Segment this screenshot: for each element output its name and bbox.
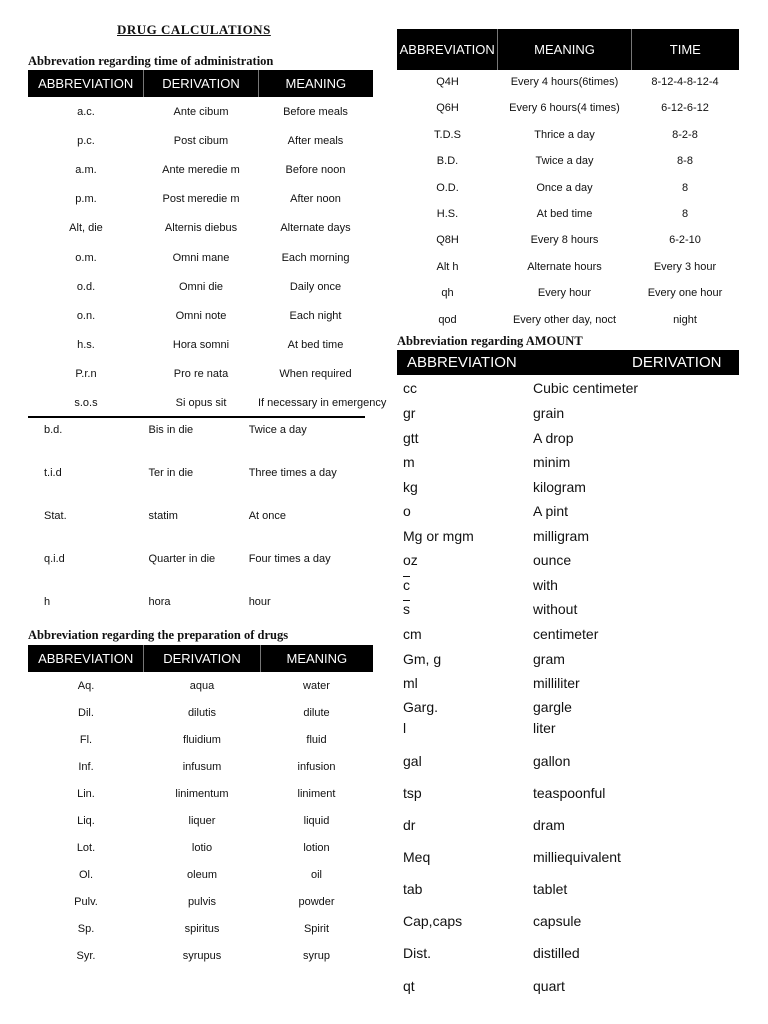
derivation-cell: dilutis: [187, 707, 217, 719]
derivation-cell: kilogram: [533, 479, 586, 495]
meaning-cell: Twice a day: [248, 424, 307, 436]
derivation-cell: Post cibum: [173, 135, 229, 148]
abbreviation-cell: cm: [403, 626, 422, 642]
abbreviation-cell: Gm, g: [403, 651, 442, 667]
derivation-cell: Alternis diebus: [164, 222, 238, 235]
meaning-cell: syrup: [303, 950, 330, 962]
derivation-cell: Omni note: [175, 309, 227, 322]
abbreviation-cell: o.m.: [75, 251, 97, 264]
abbreviation-cell: T.D.S: [434, 128, 461, 141]
header-abbreviation: ABBREVIATION: [397, 29, 498, 70]
meaning-cell: Alternate days: [280, 222, 351, 235]
table-row: [28, 366, 373, 382]
time-cell: 8: [681, 181, 689, 194]
derivation-cell: dram: [533, 817, 565, 833]
table-row: [28, 279, 373, 295]
abbreviation-cell: Lot.: [76, 842, 96, 854]
abbreviation-cell: tab: [403, 881, 423, 897]
meaning-cell: liquid: [303, 815, 330, 827]
header-derivation: DERIVATION: [144, 645, 260, 672]
abbreviation-cell: Ol.: [78, 869, 94, 881]
abbreviation-cell: O.D.: [436, 181, 459, 194]
table-row: [28, 395, 387, 411]
table-row: [397, 912, 739, 930]
derivation-cell: distilled: [533, 945, 580, 961]
meaning-cell: Each morning: [281, 251, 350, 264]
table-row: [397, 977, 739, 995]
meaning-cell: When required: [279, 367, 352, 380]
abbreviation-cell: Syr.: [76, 950, 96, 962]
header-time: TIME: [669, 42, 701, 57]
derivation-cell: gallon: [533, 753, 571, 769]
table-row: [397, 259, 739, 275]
meaning-cell: Twice a day: [535, 155, 594, 168]
abbreviation-cell: m: [403, 454, 415, 470]
meaning-cell: Each night: [289, 309, 342, 322]
table-row: [397, 880, 739, 898]
abbreviation-cell: gr: [403, 405, 416, 421]
derivation-cell: gargle: [533, 699, 572, 715]
derivation-cell: Omni die: [178, 280, 224, 293]
meaning-cell: water: [303, 680, 330, 692]
abbreviation-cell: $\overline{s}$: [403, 601, 410, 617]
meaning-cell: Before meals: [283, 106, 348, 118]
derivation-cell: gram: [533, 651, 565, 667]
schedule-table-header: [397, 29, 739, 70]
meaning-cell: powder: [298, 896, 335, 908]
table-row: [397, 576, 739, 594]
meaning-cell: Four times a day: [248, 553, 331, 565]
derivation-cell: aqua: [189, 680, 215, 692]
derivation-cell: oleum: [187, 869, 217, 881]
derivation-cell: Si opus sit: [175, 397, 227, 409]
table-row: [28, 104, 373, 120]
meaning-cell: Daily once: [289, 280, 342, 293]
time-cell: 8: [681, 208, 689, 220]
meaning-cell: At once: [248, 510, 286, 522]
derivation-cell: hora: [148, 596, 171, 608]
abbreviation-cell: oz: [403, 552, 418, 568]
header-abbreviation: ABBREVIATION: [28, 645, 144, 672]
abbreviation-cell: Q6H: [436, 102, 459, 115]
prep-table-header: [28, 645, 373, 672]
time-cell: 6-2-10: [669, 234, 701, 247]
abbreviation-cell: Sp.: [77, 923, 95, 935]
abbreviation-cell: Mg or mgm: [403, 528, 474, 544]
derivation-cell: quart: [533, 978, 565, 994]
table-row: [397, 232, 739, 248]
meaning-cell: Every 8 hours: [530, 234, 599, 247]
table-row: [28, 594, 373, 610]
table-row: [28, 508, 373, 524]
abbreviation-cell: H.S.: [436, 208, 459, 220]
abbreviation-cell: t.i.d: [44, 467, 62, 479]
derivation-cell: milliequivalent: [533, 849, 621, 865]
table-row: [397, 650, 739, 668]
abbreviation-cell: gtt: [403, 430, 419, 446]
meaning-cell: hour: [248, 596, 271, 608]
table-row: [397, 784, 739, 802]
derivation-cell: A drop: [533, 430, 574, 446]
table-row: [397, 285, 739, 301]
table-row: [397, 206, 739, 222]
header-derivation: DERIVATION: [144, 70, 258, 97]
table-row: [28, 705, 373, 721]
time-cell: night: [673, 313, 697, 326]
derivation-cell: with: [533, 577, 558, 593]
meaning-cell: infusion: [297, 761, 336, 773]
abbreviation-cell: dr: [403, 817, 416, 833]
time-table: [28, 70, 387, 615]
amount-table: [397, 350, 739, 1010]
table-row: [397, 944, 739, 962]
meaning-cell: After noon: [290, 193, 341, 206]
meaning-cell: Spirit: [303, 923, 330, 935]
derivation-cell: A pint: [533, 503, 569, 519]
meaning-cell: Every 4 hours(6times): [510, 76, 619, 88]
meaning-cell: Every other day, noct: [512, 313, 617, 326]
table-row: [397, 600, 739, 618]
abbreviation-cell: o.d.: [76, 280, 96, 293]
abbreviation-cell: qh: [441, 287, 454, 300]
derivation-cell: milligram: [533, 528, 589, 544]
table-row: [28, 162, 373, 178]
derivation-cell: lotio: [191, 842, 213, 854]
derivation-cell: statim: [148, 510, 178, 522]
table-row: [28, 678, 373, 694]
table-row: [28, 732, 373, 748]
table-row: [28, 948, 373, 964]
table-row: [397, 527, 739, 545]
divider: [28, 416, 365, 418]
meaning-cell: dilute: [303, 707, 330, 719]
abbreviation-cell: qt: [403, 978, 415, 994]
table-row: [397, 180, 739, 196]
abbreviation-cell: Meq: [403, 849, 431, 865]
table-row: [397, 551, 739, 569]
table-row: [397, 848, 739, 866]
table-row: [397, 74, 739, 90]
table-row: [397, 478, 739, 496]
derivation-cell: pulvis: [187, 896, 217, 908]
table-row: [397, 698, 739, 716]
abbreviation-cell: P.r.n: [75, 367, 97, 380]
derivation-cell: milliliter: [533, 675, 580, 691]
meaning-cell: Three times a day: [248, 467, 337, 479]
abbreviation-cell: Lin.: [77, 788, 95, 800]
abbreviation-cell: Dil.: [78, 707, 94, 719]
derivation-cell: liquer: [188, 815, 216, 827]
abbreviation-cell: Garg.: [403, 699, 439, 715]
table-row: [397, 674, 739, 692]
abbreviation-cell: Alt, die: [69, 222, 103, 235]
meaning-cell: Before noon: [285, 164, 346, 177]
time-cell: 8-2-8: [672, 128, 698, 141]
derivation-cell: infusum: [182, 761, 222, 773]
derivation-cell: liter: [533, 720, 556, 736]
derivation-cell: Ante cibum: [173, 106, 229, 118]
abbreviation-cell: cc: [403, 380, 417, 396]
meaning-cell: fluid: [306, 734, 327, 746]
table-row: [397, 100, 739, 116]
table-row: [397, 502, 739, 520]
table-row: [397, 816, 739, 834]
abbreviation-cell: tsp: [403, 785, 422, 801]
derivation-cell: Ante meredie m: [162, 164, 240, 177]
table-row: [397, 153, 739, 169]
header-abbreviation: ABBREVIATION: [407, 354, 517, 371]
abbreviation-cell: Dist.: [403, 945, 431, 961]
meaning-cell: oil: [310, 869, 322, 881]
meaning-cell: Every hour: [537, 287, 592, 300]
derivation-cell: Pro re nata: [173, 367, 229, 380]
abbreviation-cell: a.m.: [75, 164, 97, 177]
header-derivation: DERIVATION: [632, 354, 722, 371]
table-row: [28, 250, 373, 266]
meaning-cell: If necessary in emergency: [258, 397, 387, 409]
derivation-cell: without: [533, 601, 578, 617]
abbreviation-cell: Pulv.: [74, 896, 98, 908]
derivation-cell: fluidium: [183, 734, 221, 746]
abbreviation-cell: o: [403, 503, 411, 519]
table-row: [28, 337, 373, 353]
table-row: [28, 813, 373, 829]
derivation-cell: Post meredie m: [162, 193, 240, 206]
derivation-cell: Cubic centimeter: [533, 380, 639, 396]
meaning-cell: After meals: [287, 135, 344, 148]
table-row: [397, 453, 739, 471]
abbreviation-cell: $\overline{c}$: [403, 577, 410, 593]
table-row: [397, 625, 739, 643]
time-cell: Every one hour: [647, 287, 723, 300]
table-row: [397, 429, 739, 447]
meaning-cell: liniment: [297, 788, 336, 800]
abbreviation-cell: p.m.: [75, 193, 97, 206]
table-row: [28, 133, 373, 149]
amount-section-heading: Abbreviation regarding AMOUNT: [397, 334, 583, 348]
table-row: [28, 422, 373, 438]
derivation-cell: capsule: [533, 913, 582, 929]
table-row: [28, 786, 373, 802]
abbreviation-cell: Q8H: [436, 234, 459, 247]
derivation-cell: Hora somni: [172, 338, 230, 351]
table-row: [28, 191, 373, 207]
prep-table: [28, 645, 373, 965]
derivation-cell: centimeter: [533, 626, 599, 642]
abbreviation-cell: q.i.d: [44, 553, 65, 565]
abbreviation-cell: s.o.s: [74, 397, 98, 409]
prep-section-heading: Abbreviation regarding the preparation of drugs: [28, 628, 289, 642]
derivation-cell: Bis in die: [148, 424, 194, 436]
derivation-cell: teaspoonful: [533, 785, 606, 801]
abbreviation-cell: Inf.: [78, 761, 94, 773]
meaning-cell: Thrice a day: [534, 128, 595, 141]
meaning-cell: lotion: [303, 842, 330, 854]
abbreviation-cell: ml: [403, 675, 418, 691]
page-title: DRUG CALCULATIONS: [117, 22, 271, 37]
abbreviation-cell: Stat.: [44, 510, 67, 522]
abbreviation-cell: Liq.: [77, 815, 95, 827]
abbreviation-cell: l: [403, 720, 407, 736]
derivation-cell: syrupus: [182, 950, 222, 962]
abbreviation-cell: Aq.: [77, 680, 95, 692]
header-meaning: MEANING: [286, 651, 348, 666]
derivation-cell: grain: [533, 405, 565, 421]
abbreviation-cell: gal: [403, 753, 422, 769]
table-row: [28, 867, 373, 883]
time-cell: 8-12-4-8-12-4: [651, 76, 719, 88]
abbreviation-cell: p.c.: [77, 135, 95, 148]
table-row: [28, 551, 373, 567]
derivation-cell: tablet: [533, 881, 568, 897]
derivation-cell: Omni mane: [172, 251, 230, 264]
abbreviation-cell: Alt h: [436, 260, 459, 273]
table-row: [28, 921, 373, 937]
abbreviation-cell: kg: [403, 479, 418, 495]
meaning-cell: Alternate hours: [527, 260, 602, 273]
time-cell: 6-12-6-12: [661, 102, 709, 115]
meaning-cell: Every 6 hours(4 times): [509, 102, 620, 115]
abbreviation-cell: qod: [438, 313, 457, 326]
header-abbreviation: ABBREVIATION: [28, 70, 144, 97]
schedule-table: [397, 29, 739, 334]
derivation-cell: spiritus: [184, 923, 220, 935]
meaning-cell: Once a day: [536, 181, 593, 194]
time-section-heading: Abbrevation regarding time of administration: [28, 54, 274, 68]
amount-table-header: [397, 350, 739, 375]
table-row: [28, 840, 373, 856]
table-row: [28, 759, 373, 775]
time-table-header: [28, 70, 373, 97]
derivation-cell: linimentum: [175, 788, 229, 800]
abbreviation-cell: h.s.: [77, 338, 95, 351]
abbreviation-cell: Cap,caps: [403, 913, 463, 929]
meaning-cell: At bed time: [287, 338, 344, 351]
abbreviation-cell: B.D.: [436, 155, 459, 168]
abbreviation-cell: Fl.: [79, 734, 93, 746]
meaning-cell: At bed time: [536, 208, 593, 220]
derivation-cell: Ter in die: [148, 467, 194, 479]
table-row: [397, 719, 739, 737]
abbreviation-cell: Q4H: [436, 76, 459, 88]
table-row: [28, 308, 373, 324]
derivation-cell: Quarter in die: [148, 553, 216, 565]
abbreviation-cell: o.n.: [76, 309, 96, 322]
table-row: [397, 127, 739, 143]
time-cell: 8-8: [677, 155, 693, 168]
header-meaning: MEANING: [285, 76, 347, 91]
time-cell: Every 3 hour: [653, 260, 717, 273]
table-row: [397, 752, 739, 770]
header-meaning: MEANING: [498, 29, 631, 70]
abbreviation-cell: b.d.: [44, 424, 63, 436]
derivation-cell: ounce: [533, 552, 572, 568]
table-row: [28, 465, 373, 481]
table-row: [397, 379, 739, 397]
table-row: [397, 404, 739, 422]
table-row: [28, 894, 373, 910]
table-row: [28, 220, 373, 236]
derivation-cell: minim: [533, 454, 571, 470]
table-row: [397, 312, 739, 328]
abbreviation-cell: h: [44, 596, 51, 608]
abbreviation-cell: a.c.: [77, 106, 95, 118]
